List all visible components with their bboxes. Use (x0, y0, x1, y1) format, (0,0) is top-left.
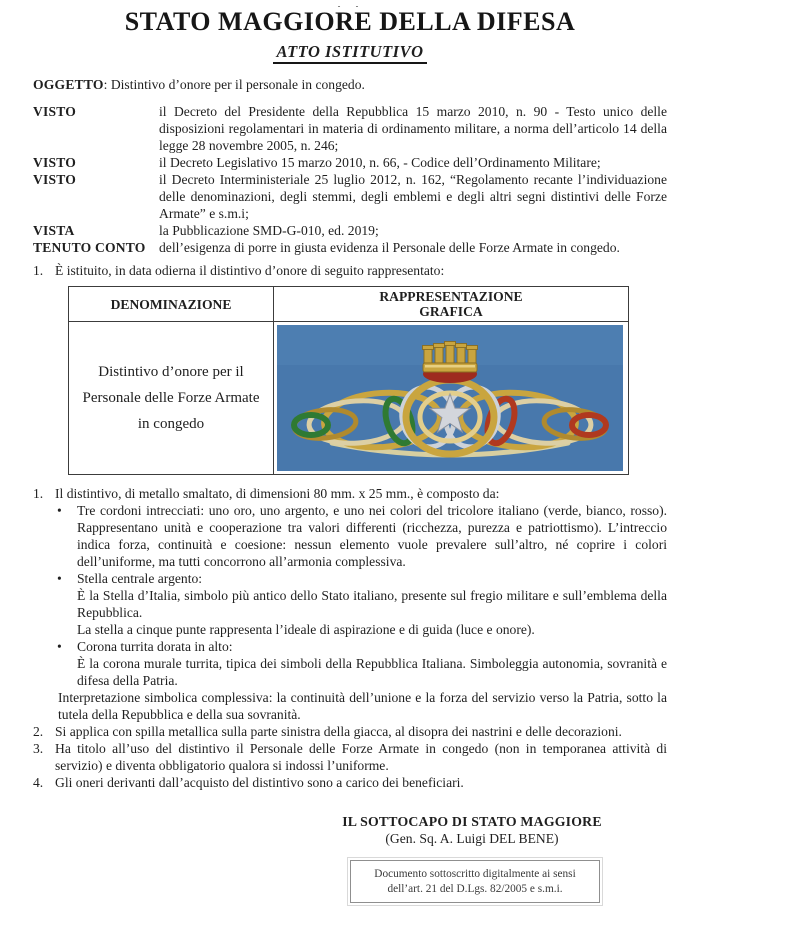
bullet-item (55, 502, 667, 570)
oggetto-text: : Distintivo d’onore per il personale in congedo. (103, 77, 365, 92)
table-header-line2: GRAFICA (419, 304, 483, 319)
table-header-denominazione: DENOMINAZIONE (69, 287, 274, 322)
item-text: Il distintivo, di metallo smaltato, di dimensioni 80 mm. x 25 mm., è composto da: (55, 486, 500, 501)
denomination-cell: Distintivo d’onore per il Personale delle Forze Armate in congedo (69, 322, 274, 475)
item-text: Gli oneri derivanti dall’acquisto del distintivo sono a carico dei beneficiari. (55, 775, 464, 790)
item-text: È istituito, in data odierna il distintivo d’onore di seguito rappresentato: (55, 263, 445, 278)
page-title: STATO MAGGIORE DELLA DIFESA (124, 7, 576, 36)
item-number: 1. (33, 263, 44, 278)
page-subtitle: ATTO ISTITUTIVO (273, 42, 426, 64)
table-header-line1: RAPPRESENTAZIONE (379, 289, 523, 304)
premise-label: TENUTO CONTO (33, 240, 146, 255)
crown-highlight (425, 365, 475, 368)
premises-block (33, 103, 667, 256)
item-number: 4. (33, 775, 44, 790)
premise-label: VISTO (33, 155, 77, 170)
turreted-crown-icon (423, 342, 478, 384)
bullet-icon: • (57, 571, 62, 586)
bullet-item (55, 570, 667, 638)
description-item (33, 485, 667, 502)
oggetto-label: OGGETTO (33, 77, 104, 92)
institution-item (33, 262, 667, 279)
bullet-paragraph: La stella a cinque punte rappresenta l’ideale di aspirazione e di guida (luce e onore). (77, 622, 535, 637)
interpretation-paragraph: Interpretazione simbolica complessiva: la continuità dell’unione e la forza del servizio verso la Patria, sotto la tutela della Repubblica e della sua sovranità. (58, 690, 667, 722)
signature-name: (Gen. Sq. A. Luigi DEL BENE) (385, 831, 559, 846)
numbered-item (33, 723, 667, 740)
premise-label: VISTO (33, 172, 77, 187)
bullet-icon: • (57, 639, 62, 654)
bullet-paragraph: Corona turrita dorata in alto: (77, 639, 233, 654)
numbered-item (33, 740, 667, 774)
premise-text: la Pubblicazione SMD-G-010, ed. 2019; (159, 223, 379, 238)
item-text: Si applica con spilla metallica sulla parte sinistra della giacca, al disopra dei nastrini e delle decorazioni. (55, 724, 622, 739)
digital-signature-stamp (350, 860, 600, 903)
stamp-line1: Documento sottoscritto digitalmente ai sensi (374, 868, 576, 880)
numbered-item (33, 774, 667, 791)
table-header-rappresentazione (274, 287, 629, 322)
bullet-paragraph: Stella centrale argento: (77, 571, 203, 586)
badge-image (277, 325, 623, 471)
premise-label: VISTO (33, 104, 77, 119)
stamp-line2: dell’art. 21 del D.Lgs. 82/2005 e s.m.i. (387, 883, 563, 895)
item-number: 1. (33, 486, 44, 501)
bullet-paragraph: È la corona murale turrita, tipica dei simboli della Repubblica Italiana. Simboleggia autonomia, sovranità e difesa della Patria. (77, 656, 667, 688)
premise-text: dell’esigenza di porre in giusta evidenza il Personale delle Forze Armate in congedo. (159, 240, 620, 255)
bullet-item (55, 638, 667, 689)
premise-text: il Decreto Interministeriale 25 luglio 2012, n. 162, “Regolamento recante l’individuazione delle denominazioni, degli stemmi, degli emblemi e degli altri segni distintivi delle Forze Armate” e s.m.i; (159, 172, 667, 221)
bullet-paragraph: È la Stella d’Italia, simbolo più antico dello Stato italiano, presente sul fregio militare e sull’emblema della Repubblica. (77, 588, 667, 620)
bullet-paragraph: Tre cordoni intrecciati: uno oro, uno argento, e uno nei colori del tricolore italiano (verde, bianco, rosso). Rappresentano unità e cooperazione tra valori differenti (ricchezza, purezza e patriottismo). L’intreccio indica forza, continuità e coesione: nessun elemento vuole prevalere sull’altro, né coprire i colori dell’uniforme, ma tutti concorrono all’armonia complessiva. (77, 503, 667, 569)
badge-table (68, 286, 629, 475)
signature-block (322, 813, 622, 847)
premise-text: il Decreto del Presidente della Repubblica 15 marzo 2010, n. 90 - Testo unico delle disposizioni regolamentari in materia di ordinamento militare, a norma dell’articolo 14 della legge 28 novembre 2005, n. 246; (159, 104, 667, 153)
item-number: 3. (33, 741, 44, 756)
signature-title: IL SOTTOCAPO DI STATO MAGGIORE (342, 814, 602, 829)
badge-image-cell (274, 322, 629, 475)
badge-table-header-row (69, 287, 629, 322)
item-number: 2. (33, 724, 44, 739)
bullet-icon: • (57, 503, 62, 518)
premise-label: VISTA (33, 223, 75, 238)
premise-text: il Decreto Legislativo 15 marzo 2010, n. 66, - Codice dell’Ordinamento Militare; (159, 155, 601, 170)
item-text: Ha titolo all’uso del distintivo il Personale delle Forze Armate in congedo (non in temporanea attività di servizio) e diventa obbligatorio qualora si indossi l’uniforme. (55, 741, 667, 773)
badge-table-body-row (69, 322, 629, 475)
oggetto-line (33, 76, 667, 93)
subtitle-wrap (33, 42, 667, 64)
